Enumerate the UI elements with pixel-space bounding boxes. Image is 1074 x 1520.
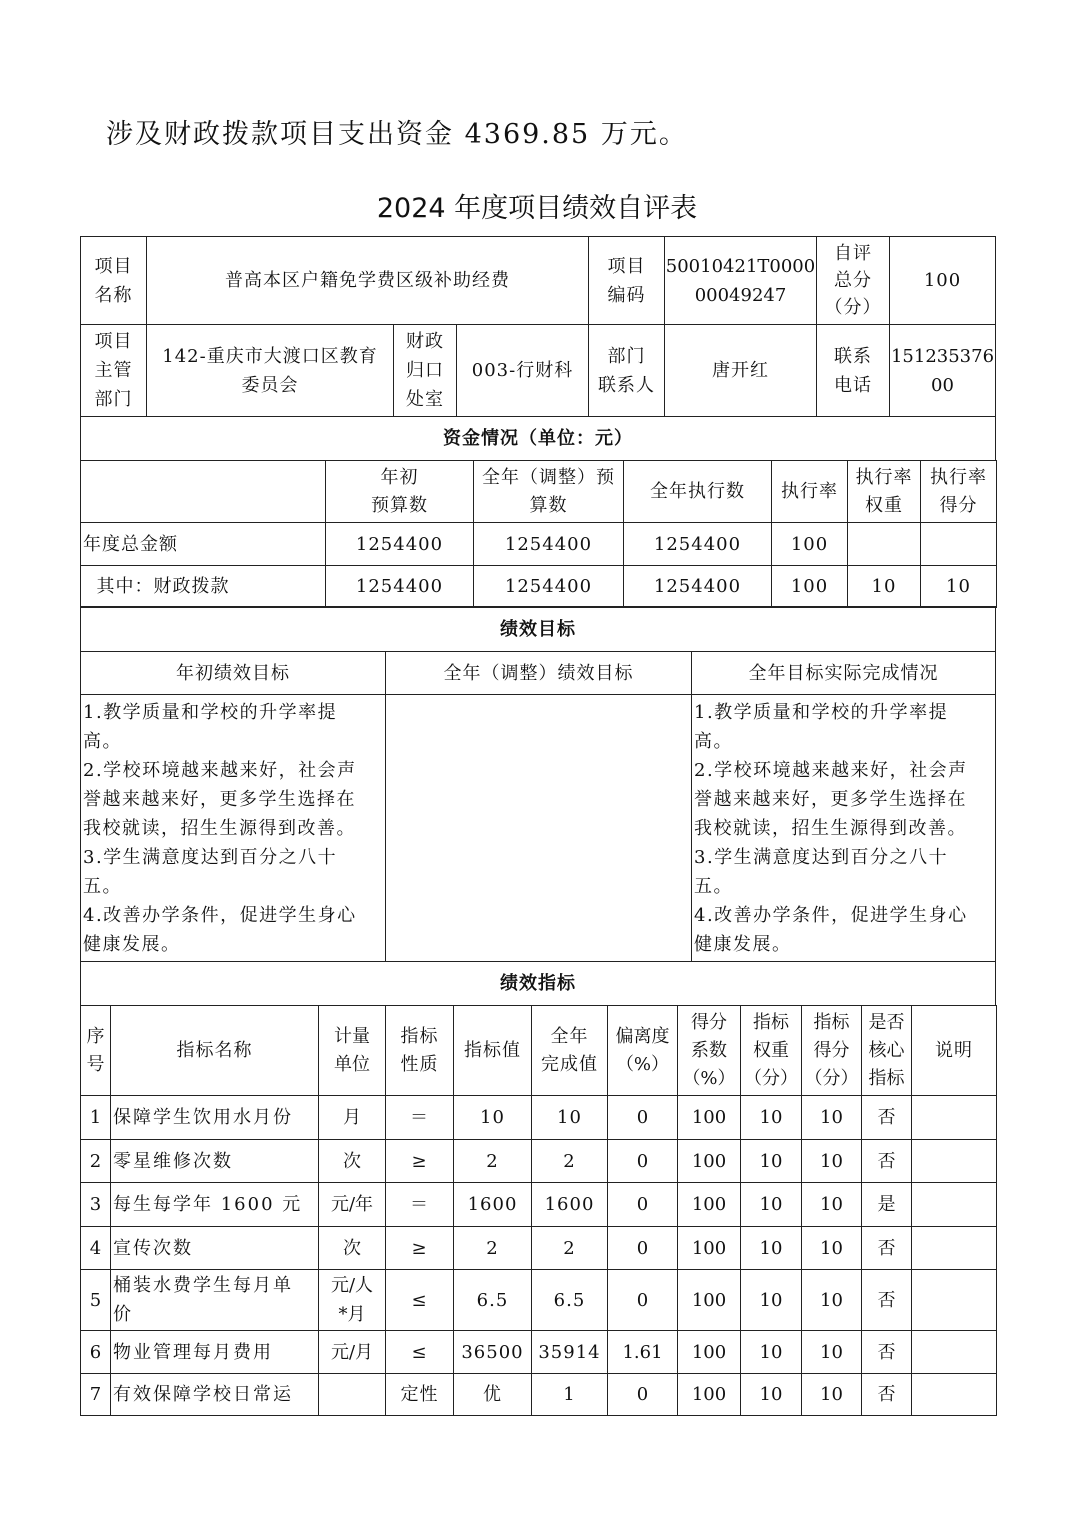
indicator-row-nature: ≤	[385, 1330, 454, 1374]
indicators-header-note: 说明	[911, 1005, 997, 1096]
page-title: 2024 年度项目绩效自评表	[376, 193, 698, 224]
goals-initial-text: 1.教学质量和学校的升学率提 高。 2.学校环境越来越来好，社会声 誉越来越来好，更多学生选择在 我校就读，招生生源得到改善。 3.学生满意度达到百分之八十 五。 4.改善办学条件，促进学生身心 健康发展。	[80, 694, 386, 962]
indicator-row-weight: 10	[740, 1330, 802, 1374]
indicator-row-core: 否	[861, 1330, 912, 1374]
indicator-row-deviation: 1.61	[607, 1330, 678, 1374]
funds-row-initial-budget: 1254400	[325, 565, 474, 608]
indicator-row-actual: 1	[531, 1373, 608, 1416]
funds-header-exec-rate: 执行率	[771, 460, 848, 523]
funds-row-exec-weight	[847, 522, 921, 566]
project-code-label: 项目 编码	[588, 236, 665, 325]
indicator-row-coef: 100	[677, 1182, 741, 1227]
indicator-row-name: 每生每学年 1600 元	[110, 1182, 319, 1227]
indicator-row-note	[911, 1182, 997, 1227]
finance-office-label: 财政 归口 处室	[393, 324, 457, 417]
funds-row-exec-weight: 10	[847, 565, 921, 608]
goals-section-title: 绩效目标	[80, 606, 996, 652]
indicators-header-name: 指标名称	[110, 1005, 319, 1096]
indicator-row-score: 10	[801, 1095, 862, 1140]
indicator-row-coef: 100	[677, 1269, 741, 1331]
goals-header-adjusted: 全年（调整）绩效目标	[385, 651, 692, 695]
indicator-row-unit: 月	[318, 1095, 386, 1140]
indicator-row-score: 10	[801, 1373, 862, 1416]
indicators-header-nature: 指标 性质	[385, 1005, 454, 1096]
indicator-row-score: 10	[801, 1182, 862, 1227]
indicator-row-actual: 6.5	[531, 1269, 608, 1331]
indicator-row-score: 10	[801, 1330, 862, 1374]
indicator-row-score: 10	[801, 1139, 862, 1183]
indicator-row-actual: 1600	[531, 1182, 608, 1227]
indicator-row-name: 保障学生饮用水月份	[110, 1095, 319, 1140]
indicator-row-coef: 100	[677, 1226, 741, 1270]
indicator-row-coef: 100	[677, 1095, 741, 1140]
indicator-row-target: 1600	[453, 1182, 532, 1227]
funds-header-initial-budget: 年初 预算数	[325, 460, 474, 523]
indicator-row-nature: ≥	[385, 1226, 454, 1270]
indicator-row-weight: 10	[740, 1373, 802, 1416]
indicator-row-name: 物业管理每月费用	[110, 1330, 319, 1374]
indicator-row-core: 否	[861, 1373, 912, 1416]
funds-row-label: 其中：财政拨款	[80, 565, 326, 608]
indicator-row-nature: 定性	[385, 1373, 454, 1416]
self-score-value: 100	[889, 236, 996, 325]
indicator-row-seq: 4	[80, 1226, 111, 1270]
funds-row-exec-rate: 100	[771, 522, 848, 566]
indicator-row-seq: 7	[80, 1373, 111, 1416]
contact-label: 部门 联系人	[588, 324, 665, 417]
indicator-row-nature: ≥	[385, 1139, 454, 1183]
project-name-value: 普高本区户籍免学费区级补助经费	[146, 236, 589, 325]
indicator-row-target: 10	[453, 1095, 532, 1140]
funds-row-executed: 1254400	[623, 565, 772, 608]
goals-header-initial: 年初绩效目标	[80, 651, 386, 695]
indicator-row-target: 2	[453, 1139, 532, 1183]
indicator-row-unit: 元/月	[318, 1330, 386, 1374]
indicator-row-deviation: 0	[607, 1373, 678, 1416]
indicator-row-coef: 100	[677, 1139, 741, 1183]
indicators-header-weight: 指标 权重 （分）	[740, 1005, 802, 1096]
funds-row-adjusted-budget: 1254400	[473, 565, 624, 608]
indicator-row-weight: 10	[740, 1182, 802, 1227]
funds-header-adjusted-budget: 全年（调整）预 算数	[473, 460, 624, 523]
indicator-row-deviation: 0	[607, 1139, 678, 1183]
indicators-header-deviation: 偏离度 （%）	[607, 1005, 678, 1096]
indicator-row-core: 是	[861, 1182, 912, 1227]
indicator-row-core: 否	[861, 1095, 912, 1140]
indicator-row-target: 2	[453, 1226, 532, 1270]
indicator-row-nature: ＝	[385, 1182, 454, 1227]
indicator-row-deviation: 0	[607, 1226, 678, 1270]
indicator-row-core: 否	[861, 1269, 912, 1331]
indicator-row-name: 桶装水费学生每月单 价	[110, 1269, 319, 1331]
indicator-row-note	[911, 1095, 997, 1140]
indicator-row-deviation: 0	[607, 1269, 678, 1331]
phone-label: 联系 电话	[816, 324, 890, 417]
indicator-row-target: 36500	[453, 1330, 532, 1374]
contact-value: 唐开红	[664, 324, 817, 417]
indicator-row-seq: 2	[80, 1139, 111, 1183]
indicators-header-unit: 计量 单位	[318, 1005, 386, 1096]
indicator-row-unit: 元/年	[318, 1182, 386, 1227]
project-code-value: 50010421T0000 00049247	[664, 236, 817, 325]
project-name-label: 项目 名称	[80, 236, 147, 325]
indicators-header-coef: 得分 系数 （%）	[677, 1005, 741, 1096]
funds-row-initial-budget: 1254400	[325, 522, 474, 566]
indicator-row-core: 否	[861, 1139, 912, 1183]
indicators-header-score: 指标 得分 （分）	[801, 1005, 862, 1096]
indicator-row-seq: 5	[80, 1269, 111, 1331]
indicator-row-target: 6.5	[453, 1269, 532, 1331]
indicator-row-core: 否	[861, 1226, 912, 1270]
indicator-row-score: 10	[801, 1269, 862, 1331]
dept-label: 项目 主管 部门	[80, 324, 147, 417]
indicator-row-note	[911, 1330, 997, 1374]
indicator-row-note	[911, 1269, 997, 1331]
indicator-row-nature: ≤	[385, 1269, 454, 1331]
indicator-row-note	[911, 1226, 997, 1270]
indicator-row-actual: 35914	[531, 1330, 608, 1374]
funds-header-exec-weight: 执行率 权重	[847, 460, 921, 523]
indicator-row-coef: 100	[677, 1373, 741, 1416]
indicator-row-seq: 6	[80, 1330, 111, 1374]
indicator-row-note	[911, 1139, 997, 1183]
indicator-row-deviation: 0	[607, 1182, 678, 1227]
indicator-row-weight: 10	[740, 1269, 802, 1331]
indicator-row-actual: 10	[531, 1095, 608, 1140]
indicator-row-score: 10	[801, 1226, 862, 1270]
indicators-header-actual: 全年 完成值	[531, 1005, 608, 1096]
goals-adjusted-text	[385, 694, 692, 962]
indicator-row-unit: 次	[318, 1139, 386, 1183]
indicator-row-target: 优	[453, 1373, 532, 1416]
funds-section-title: 资金情况（单位：元）	[80, 416, 996, 461]
indicator-row-name: 零星维修次数	[110, 1139, 319, 1183]
dept-value: 142-重庆市大渡口区教育 委员会	[146, 324, 394, 417]
indicator-row-weight: 10	[740, 1139, 802, 1183]
funds-header-label	[80, 460, 326, 523]
indicators-header-seq: 序 号	[80, 1005, 111, 1096]
funds-row-adjusted-budget: 1254400	[473, 522, 624, 566]
finance-office-value: 003-行财科	[456, 324, 589, 417]
goals-actual-text: 1.教学质量和学校的升学率提 高。 2.学校环境越来越来好，社会声 誉越来越来好，更多学生选择在 我校就读，招生生源得到改善。 3.学生满意度达到百分之八十 五。 4.改善办学条件，促进学生身心 健康发展。	[691, 694, 996, 962]
funds-row-exec-score: 10	[920, 565, 997, 608]
goals-header-actual: 全年目标实际完成情况	[691, 651, 996, 695]
funds-header-exec-score: 执行率 得分	[920, 460, 997, 523]
indicator-row-nature: ＝	[385, 1095, 454, 1140]
indicators-header-core: 是否 核心 指标	[861, 1005, 912, 1096]
funds-row-label: 年度总金额	[80, 522, 326, 566]
funds-row-exec-rate: 100	[771, 565, 848, 608]
indicators-section-title: 绩效指标	[80, 961, 996, 1006]
indicator-row-unit: 元/人 *月	[318, 1269, 386, 1331]
self-score-label: 自评 总分 （分）	[816, 236, 890, 325]
indicator-row-name: 宣传次数	[110, 1226, 319, 1270]
funds-header-executed: 全年执行数	[623, 460, 772, 523]
indicator-row-actual: 2	[531, 1139, 608, 1183]
intro-text: 涉及财政拨款项目支出资金 4369.85 万元。	[106, 119, 688, 150]
indicator-row-name: 有效保障学校日常运	[110, 1373, 319, 1416]
indicator-row-unit	[318, 1373, 386, 1416]
indicators-header-target: 指标值	[453, 1005, 532, 1096]
funds-row-exec-score	[920, 522, 997, 566]
indicator-row-coef: 100	[677, 1330, 741, 1374]
phone-value: 151235376 00	[889, 324, 996, 417]
indicator-row-note	[911, 1373, 997, 1416]
indicator-row-deviation: 0	[607, 1095, 678, 1140]
funds-row-executed: 1254400	[623, 522, 772, 566]
indicator-row-seq: 1	[80, 1095, 111, 1140]
indicator-row-actual: 2	[531, 1226, 608, 1270]
indicator-row-weight: 10	[740, 1095, 802, 1140]
indicator-row-seq: 3	[80, 1182, 111, 1227]
indicator-row-unit: 次	[318, 1226, 386, 1270]
indicator-row-weight: 10	[740, 1226, 802, 1270]
